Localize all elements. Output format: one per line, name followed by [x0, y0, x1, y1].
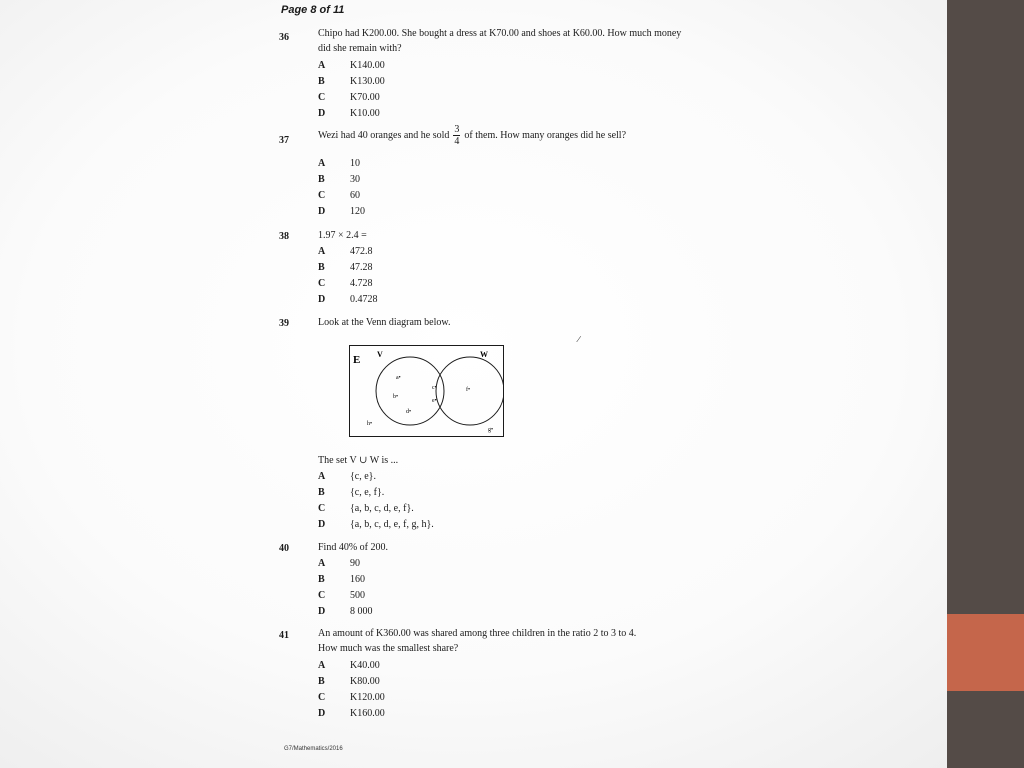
option-letter: A	[318, 60, 326, 71]
venn-element-e: e•	[432, 398, 437, 404]
option-letter: B	[318, 574, 325, 585]
question-text: 1.97 × 2.4 =	[318, 230, 367, 241]
option-value: 47.28	[350, 262, 373, 273]
question-text: Look at the Venn diagram below.	[318, 317, 451, 328]
question-number: 39	[279, 318, 289, 329]
option-d	[318, 706, 385, 722]
option-letter: C	[318, 503, 326, 514]
option-letter: C	[318, 692, 326, 703]
option-letter: C	[318, 278, 326, 289]
option-value: {c, e}.	[350, 471, 376, 482]
option-c	[318, 276, 373, 292]
option-d	[318, 604, 373, 620]
option-a	[318, 556, 360, 572]
option-letter: C	[318, 190, 326, 201]
option-value: K80.00	[350, 676, 380, 687]
question-text-line2: How much was the smallest share?	[318, 643, 459, 654]
slide-accent-block	[947, 614, 1024, 691]
option-letter: C	[318, 590, 326, 601]
option-value: 10	[350, 158, 360, 169]
option-value: K70.00	[350, 92, 380, 103]
option-value: 60	[350, 190, 360, 201]
option-letter: D	[318, 108, 326, 119]
option-b	[318, 260, 373, 276]
question-text-line1: Chipo had K200.00. She bought a dress at K70.00 and shoes at K60.00. How much money	[318, 28, 682, 39]
option-c	[318, 90, 380, 106]
option-value: 160	[350, 574, 365, 585]
question-text-before: Wezi had 40 oranges and he sold	[318, 129, 450, 141]
option-value: {a, b, c, d, e, f}.	[350, 503, 414, 514]
fraction	[453, 124, 460, 147]
venn-element-d: d•	[406, 409, 412, 415]
option-a	[318, 244, 373, 260]
option-letter: A	[318, 558, 326, 569]
option-b	[318, 674, 380, 690]
option-b	[318, 485, 384, 501]
venn-element-h: h•	[367, 421, 373, 427]
option-letter: D	[318, 606, 326, 617]
option-c	[318, 188, 360, 204]
question-prompt: The set V ∪ W is ...	[318, 455, 399, 466]
option-letter: A	[318, 246, 326, 257]
option-c	[318, 588, 365, 604]
option-value: 8 000	[350, 606, 373, 617]
option-b	[318, 172, 360, 188]
option-value: 472.8	[350, 246, 373, 257]
venn-element-a: a•	[396, 375, 401, 381]
scan-mark: ∕	[578, 334, 580, 344]
venn-label-v: V	[377, 350, 383, 359]
option-letter: B	[318, 487, 325, 498]
option-letter: D	[318, 708, 326, 719]
option-value: K40.00	[350, 660, 380, 671]
venn-element-b: b•	[393, 394, 399, 400]
option-c	[318, 501, 414, 517]
venn-label-universal: E	[353, 354, 361, 366]
option-value: K10.00	[350, 108, 380, 119]
option-value: K120.00	[350, 692, 385, 703]
option-value: 500	[350, 590, 365, 601]
question-number: 37	[279, 135, 289, 146]
option-letter: B	[318, 76, 325, 87]
option-value: 90	[350, 558, 360, 569]
option-value: 0.4728	[350, 294, 378, 305]
question-text	[318, 124, 626, 147]
option-letter: B	[318, 174, 325, 185]
venn-element-c: c•	[432, 385, 437, 391]
option-d	[318, 106, 380, 122]
venn-label-w: W	[480, 350, 488, 359]
question-text: Find 40% of 200.	[318, 542, 388, 553]
option-value: {c, e, f}.	[350, 487, 385, 498]
option-a	[318, 58, 385, 74]
option-d	[318, 204, 365, 220]
option-letter: B	[318, 262, 325, 273]
venn-element-f: f•	[466, 387, 471, 393]
option-d	[318, 517, 434, 533]
option-letter: B	[318, 676, 325, 687]
option-value: 30	[350, 174, 360, 185]
option-b	[318, 572, 365, 588]
page-number-label: Page 8 of 11	[281, 4, 345, 16]
question-number: 41	[279, 630, 289, 641]
option-a	[318, 658, 380, 674]
option-d	[318, 292, 378, 308]
option-value: K140.00	[350, 60, 385, 71]
document-footer-code: G7/Mathematics/2016	[284, 746, 343, 752]
venn-element-g: g•	[488, 427, 494, 433]
fraction-denominator: 4	[454, 136, 460, 147]
option-c	[318, 690, 385, 706]
question-number: 36	[279, 32, 289, 43]
option-letter: C	[318, 92, 326, 103]
question-text-line1: An amount of K360.00 was shared among three children in the ratio 2 to 3 to 4.	[318, 628, 637, 639]
option-letter: A	[318, 660, 326, 671]
option-value: {a, b, c, d, e, f, g, h}.	[350, 519, 434, 530]
question-number: 38	[279, 231, 289, 242]
option-value: 120	[350, 206, 365, 217]
question-text-line2: did she remain with?	[318, 43, 402, 54]
option-a	[318, 156, 360, 172]
option-letter: D	[318, 206, 326, 217]
option-letter: A	[318, 471, 326, 482]
option-value: K130.00	[350, 76, 385, 87]
question-text-after: of them. How many oranges did he sell?	[464, 129, 627, 141]
venn-diagram	[349, 345, 504, 437]
option-letter: D	[318, 519, 326, 530]
exam-page	[260, 0, 940, 768]
question-number: 40	[279, 543, 289, 554]
option-b	[318, 74, 385, 90]
option-value: K160.00	[350, 708, 385, 719]
fraction-numerator: 3	[454, 124, 460, 135]
option-letter: D	[318, 294, 326, 305]
option-value: 4.728	[350, 278, 373, 289]
option-letter: A	[318, 158, 326, 169]
option-a	[318, 469, 376, 485]
